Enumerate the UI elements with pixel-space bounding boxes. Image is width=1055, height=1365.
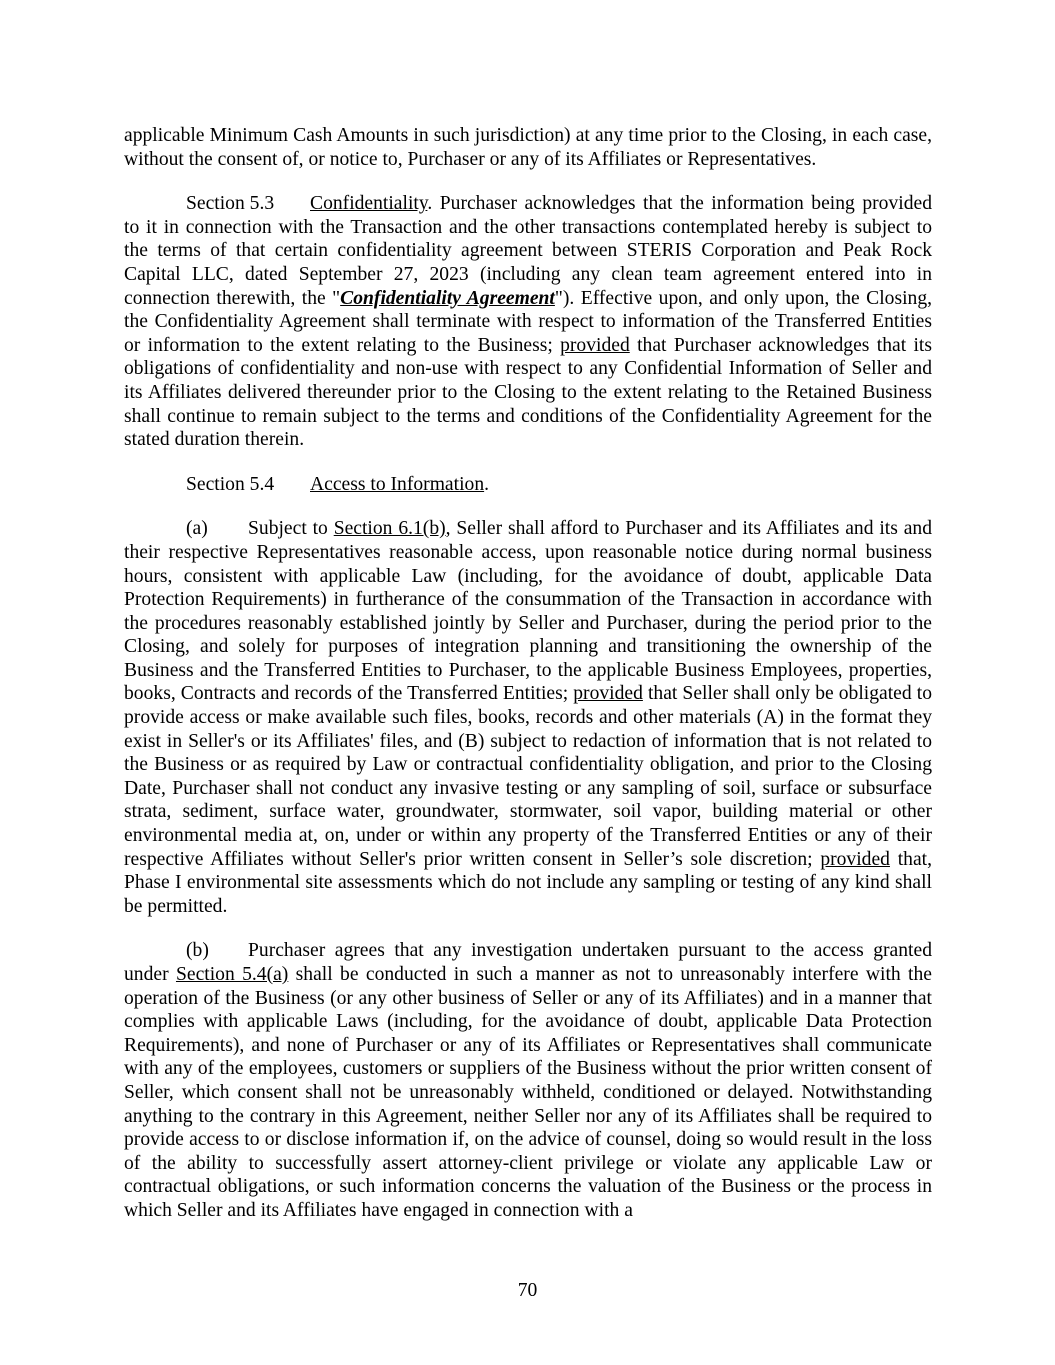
section-heading: Confidentiality	[310, 193, 428, 215]
cross-reference: Section 5.4(a)	[175, 964, 289, 985]
subsection-label: (a)	[186, 518, 208, 540]
paragraph-continuation	[124, 124, 932, 171]
section-5-4-b-paragraph	[124, 939, 932, 1222]
paragraph-text: "). Effective upon, and only upon, the Closing, the Confidentiality Agreement shall terminate with respect to information of the Transferred Entities or information to the extent relating to the Business;	[124, 287, 933, 356]
section-5-4-a-paragraph	[124, 517, 932, 918]
paragraph-text: applicable Minimum Cash Amounts in such jurisdiction) at any time prior to the Closing, in each case, without the consent of, or notice to, Purchaser or any of its Affiliates or Representatives.	[124, 125, 932, 170]
cross-reference: Section 6.1(b)	[333, 518, 446, 540]
paragraph-text: Subject to	[248, 518, 334, 540]
section-heading: Access to Information	[310, 473, 485, 495]
paragraph-text: . Purchaser acknowledges that the information being provided to it in connection with the Transaction and the other transactions contemplated hereby is subject to the terms of that certain confidentiality agreement between STERIS Corporation and Peak Rock Capital LLC, dated September 27, 2023 (including any clean team agreement entered into in connection therewith, the "	[124, 193, 932, 309]
paragraph-text: shall be conducted in such a manner as not to unreasonably interfere with the operation of the Business (or any other business of Seller or any of its Affiliates) and in a manner that complies with applicable Laws (including, for the avoidance of doubt, applicable Data Protection Requirements), and none of Purchaser or any of its Affiliates or Representatives shall communicate with any of the employees, customers or suppliers of the Business without the prior written consent of Seller, which consent shall not be unreasonably withheld, conditioned or delayed. Notwithstanding anything to the contrary in this Agreement, neither Seller nor any of its Affiliates shall be required to provide access to or disclose information if, on the advice of counsel, doing so would result in the loss of the ability to successfully assert attorney-client privilege or violate any applicable Law or contractual obligations, or such information concerns the valuation of the Business or the process in which Seller and its Affiliates have engaged in connection with a	[124, 964, 932, 1221]
defined-term: Confidentiality Agreement	[340, 287, 555, 309]
provided-term: provided	[573, 683, 643, 705]
provided-term: provided	[820, 848, 890, 870]
paragraph-text: that Seller shall only be obligated to provide access or make available such files, books, records and other materials (A) in the format they exist in Seller's or its Affiliates' files, and (B) subject to redaction of information that is not related to the Business or as required by Law or contractual confidentiality obligation, and prior to the Closing Date, Purchaser shall not conduct any invasive testing or any sampling of soil, surface or subsurface strata, sediment, surface water, groundwater, stormwater, soil vapor, building material or other environmental media at, on, under or within any property of the Transferred Entities or any of their respective Affiliates without Seller's prior written consent in Seller’s sole discretion;	[124, 683, 932, 870]
paragraph-text: .	[484, 473, 490, 495]
subsection-label: (b)	[186, 940, 209, 962]
section-number: Section 5.3	[186, 193, 275, 215]
section-5-3-paragraph	[124, 192, 932, 452]
paragraph-text: that Purchaser acknowledges that its obligations of confidentiality and non-use with respect to any Confidential Information of Seller and its Affiliates delivered thereunder prior to the Closing to the extent relating to the Retained Business shall continue to remain subject to the terms and conditions of the Confidentiality Agreement for the stated duration therein.	[124, 334, 932, 451]
document-page	[124, 124, 932, 1244]
provided-term: provided	[560, 334, 630, 356]
section-number: Section 5.4	[186, 473, 275, 495]
paragraph-text: , Seller shall afford to Purchaser and its Affiliates and its and their respective Representatives reasonable access, upon reasonable notice during normal business hours, consistent with applicable Law (including, for the avoidance of doubt, applicable Data Protection Requirements) in furtherance of the consummation of the Transaction in accordance with the procedures reasonably established jointly by Seller and Purchaser, during the period prior to the Closing, and solely for purposes of integration planning and transitioning the ownership of the Business and the Transferred Entities to Purchaser, to the applicable Business Employees, properties, books, Contracts and records of the Transferred Entities;	[124, 518, 932, 705]
page-number: 70	[517, 1280, 538, 1301]
paragraph-text: Purchaser agrees that any investigation undertaken pursuant to the access granted under	[124, 940, 932, 985]
paragraph-text: that, Phase I environmental site assessments which do not include any sampling or testing of any kind shall be permitted.	[124, 848, 932, 917]
section-5-4-heading-paragraph	[124, 473, 932, 497]
